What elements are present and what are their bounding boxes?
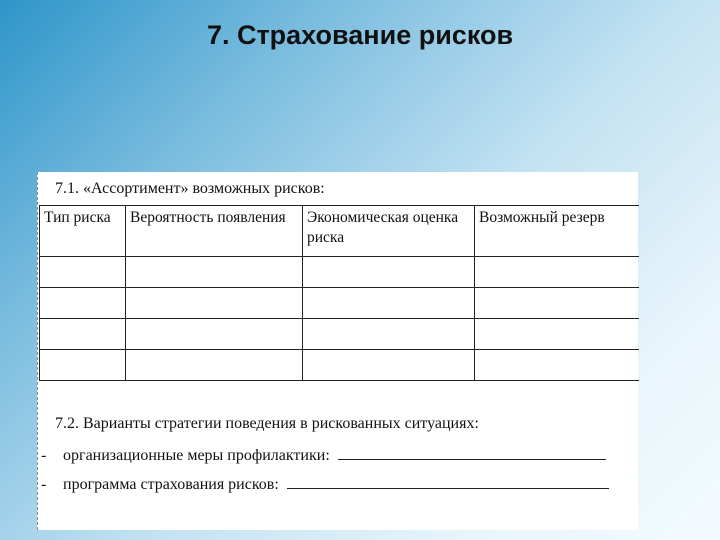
table-cell <box>40 257 126 288</box>
table-row <box>40 257 639 288</box>
list-item-label: программа страхования рисков: <box>63 476 279 493</box>
table-cell <box>475 288 639 319</box>
table-cell <box>40 288 126 319</box>
list-dash: - <box>41 476 47 493</box>
list-item-label: организационные меры профилактики: <box>63 447 330 464</box>
table-cell <box>126 350 303 381</box>
table-cell <box>475 257 639 288</box>
blank-fill-line <box>287 474 609 489</box>
header-probability: Вероятность появления <box>126 206 303 257</box>
table-cell <box>126 319 303 350</box>
header-possible-reserve: Возможный резерв <box>475 206 639 257</box>
table-cell <box>303 257 475 288</box>
risk-table <box>39 205 639 381</box>
table-header-row <box>40 206 639 257</box>
section-7-2-heading: 7.2. Варианты стратегии поведения в рискованных ситуациях: <box>55 415 479 432</box>
list-item <box>37 445 606 465</box>
list-dash: - <box>41 447 47 464</box>
table-cell <box>475 319 639 350</box>
table-cell <box>40 350 126 381</box>
table-cell <box>303 288 475 319</box>
table-cell <box>303 350 475 381</box>
table-row <box>40 319 639 350</box>
header-risk-type: Тип риска <box>40 206 126 257</box>
blank-fill-line <box>338 445 606 460</box>
table-cell <box>475 350 639 381</box>
document-image <box>37 172 638 530</box>
list-item <box>37 474 609 494</box>
table-cell <box>40 319 126 350</box>
section-7-1-heading: 7.1. «Ассортимент» возможных рисков: <box>55 180 325 197</box>
table-row <box>40 350 639 381</box>
table-row <box>40 288 639 319</box>
header-economic-estimate: Экономическая оценка риска <box>303 206 475 257</box>
slide-title: 7. Страхование рисков <box>206 20 514 50</box>
table-cell <box>303 319 475 350</box>
table-cell <box>126 257 303 288</box>
table-cell <box>126 288 303 319</box>
